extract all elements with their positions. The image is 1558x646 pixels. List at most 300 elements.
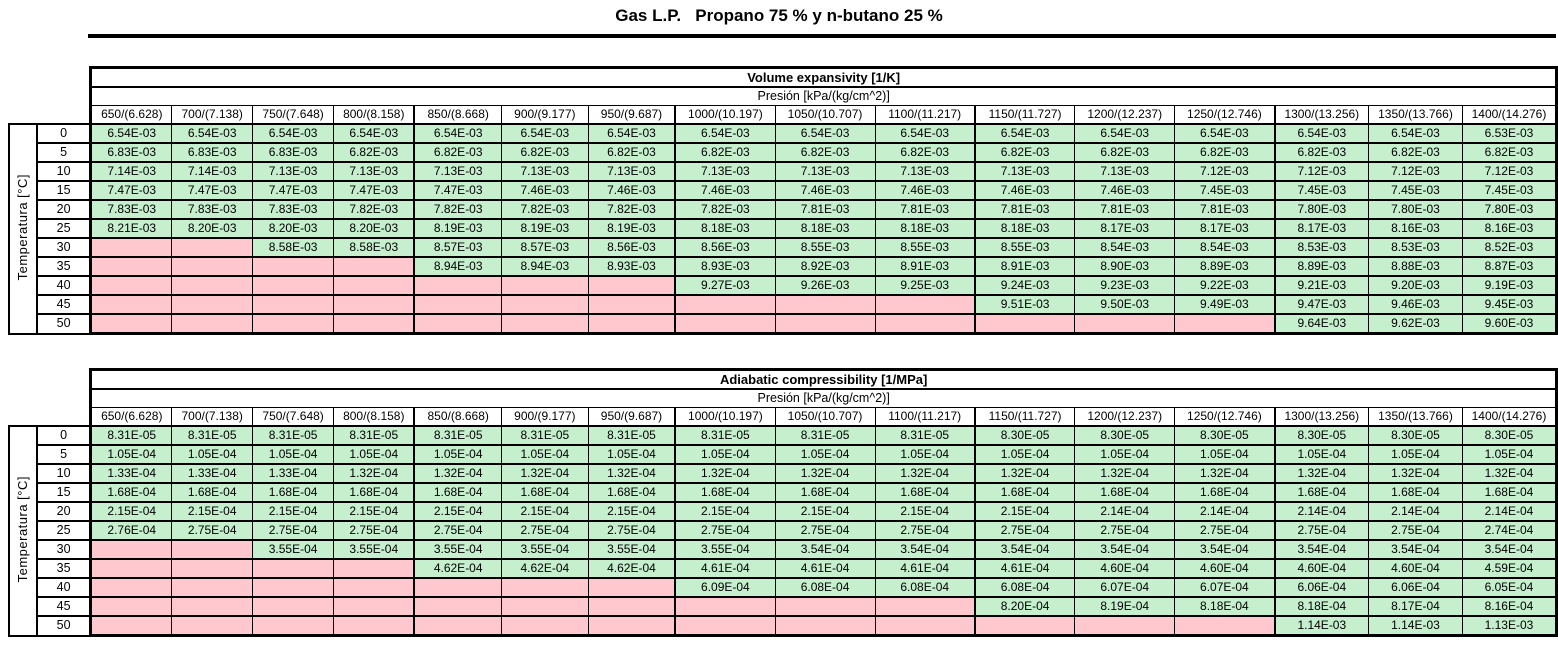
value-cell: 9.25E-03 bbox=[875, 276, 975, 295]
missing-value-cell bbox=[253, 276, 334, 295]
value-cell: 8.16E-03 bbox=[1369, 219, 1463, 238]
value-cell: 8.30E-05 bbox=[1175, 426, 1275, 445]
value-cell: 7.13E-03 bbox=[414, 162, 501, 181]
value-cell: 1.32E-04 bbox=[414, 464, 501, 483]
value-cell: 1.05E-04 bbox=[414, 445, 501, 464]
pressure-column-header: 1050/(10.707) bbox=[775, 408, 875, 427]
temperature-header-cell: 10 bbox=[37, 464, 91, 483]
missing-value-cell bbox=[334, 257, 415, 276]
table-row bbox=[9, 616, 1557, 636]
value-cell: 4.61E-04 bbox=[875, 559, 975, 578]
value-cell: 3.54E-04 bbox=[1175, 540, 1275, 559]
value-cell: 6.54E-03 bbox=[334, 124, 415, 143]
data-table bbox=[8, 66, 1558, 335]
missing-value-cell bbox=[501, 578, 588, 597]
missing-value-cell bbox=[334, 597, 415, 616]
value-cell: 8.19E-03 bbox=[414, 219, 501, 238]
missing-value-cell bbox=[91, 540, 172, 559]
volume-expansivity-table bbox=[8, 66, 1558, 335]
value-cell: 2.15E-04 bbox=[334, 502, 415, 521]
value-cell: 3.54E-04 bbox=[1369, 540, 1463, 559]
value-cell: 1.05E-04 bbox=[1462, 445, 1556, 464]
missing-value-cell bbox=[501, 597, 588, 616]
value-cell: 2.15E-04 bbox=[414, 502, 501, 521]
value-cell: 4.59E-04 bbox=[1462, 559, 1556, 578]
missing-value-cell bbox=[253, 578, 334, 597]
missing-value-cell bbox=[775, 597, 875, 616]
table-row bbox=[9, 521, 1557, 540]
missing-value-cell bbox=[675, 295, 775, 314]
value-cell: 6.54E-03 bbox=[414, 124, 501, 143]
temperature-header-cell: 15 bbox=[37, 181, 91, 200]
missing-value-cell bbox=[91, 257, 172, 276]
value-cell: 3.54E-04 bbox=[1075, 540, 1175, 559]
missing-value-cell bbox=[588, 578, 675, 597]
table-row bbox=[9, 578, 1557, 597]
value-cell: 6.09E-04 bbox=[675, 578, 775, 597]
missing-value-cell bbox=[1175, 314, 1275, 334]
value-cell: 8.56E-03 bbox=[588, 238, 675, 257]
value-cell: 7.13E-03 bbox=[675, 162, 775, 181]
value-cell: 6.54E-03 bbox=[91, 124, 172, 143]
value-cell: 2.14E-04 bbox=[1462, 502, 1556, 521]
value-cell: 8.18E-03 bbox=[875, 219, 975, 238]
value-cell: 8.18E-04 bbox=[1175, 597, 1275, 616]
pressure-axis-label: Presión [kPa/(kg/cm^2)] bbox=[91, 389, 1557, 408]
value-cell: 6.54E-03 bbox=[1369, 124, 1463, 143]
value-cell: 1.32E-04 bbox=[875, 464, 975, 483]
value-cell: 3.55E-04 bbox=[501, 540, 588, 559]
missing-value-cell bbox=[91, 559, 172, 578]
value-cell: 7.46E-03 bbox=[975, 181, 1075, 200]
value-cell: 1.68E-04 bbox=[1075, 483, 1175, 502]
missing-value-cell bbox=[775, 616, 875, 636]
value-cell: 8.93E-03 bbox=[675, 257, 775, 276]
value-cell: 4.60E-04 bbox=[1275, 559, 1369, 578]
missing-value-cell bbox=[172, 578, 253, 597]
missing-value-cell bbox=[253, 257, 334, 276]
value-cell: 8.94E-03 bbox=[501, 257, 588, 276]
value-cell: 3.55E-04 bbox=[588, 540, 675, 559]
value-cell: 9.21E-03 bbox=[1275, 276, 1369, 295]
value-cell: 2.75E-04 bbox=[1175, 521, 1275, 540]
temperature-header-cell: 50 bbox=[37, 616, 91, 636]
value-cell: 1.05E-04 bbox=[775, 445, 875, 464]
temperature-header-cell: 5 bbox=[37, 143, 91, 162]
value-cell: 2.74E-04 bbox=[1462, 521, 1556, 540]
temperature-axis-label bbox=[9, 124, 37, 334]
missing-value-cell bbox=[975, 314, 1075, 334]
value-cell: 6.54E-03 bbox=[588, 124, 675, 143]
value-cell: 8.58E-03 bbox=[334, 238, 415, 257]
value-cell: 6.82E-03 bbox=[1275, 143, 1369, 162]
value-cell: 8.52E-03 bbox=[1462, 238, 1556, 257]
value-cell: 4.62E-04 bbox=[588, 559, 675, 578]
temperature-axis-label-text: Temperatura [°C] bbox=[15, 475, 31, 582]
temperature-header-cell: 45 bbox=[37, 295, 91, 314]
value-cell: 7.83E-03 bbox=[91, 200, 172, 219]
value-cell: 2.75E-04 bbox=[253, 521, 334, 540]
value-cell: 1.68E-04 bbox=[501, 483, 588, 502]
value-cell: 6.08E-04 bbox=[975, 578, 1075, 597]
value-cell: 6.82E-03 bbox=[1462, 143, 1556, 162]
pressure-column-header: 1100/(11.217) bbox=[875, 106, 975, 125]
value-cell: 1.32E-04 bbox=[334, 464, 415, 483]
table-row bbox=[9, 219, 1557, 238]
value-cell: 4.61E-04 bbox=[675, 559, 775, 578]
pressure-column-header: 1000/(10.197) bbox=[675, 106, 775, 125]
missing-value-cell bbox=[1075, 616, 1175, 636]
value-cell: 1.68E-04 bbox=[775, 483, 875, 502]
value-cell: 2.75E-04 bbox=[875, 521, 975, 540]
value-cell: 8.16E-03 bbox=[1462, 219, 1556, 238]
pressure-column-header: 1300/(13.256) bbox=[1275, 408, 1369, 427]
temperature-header-cell: 45 bbox=[37, 597, 91, 616]
value-cell: 8.31E-05 bbox=[775, 426, 875, 445]
value-cell: 7.13E-03 bbox=[775, 162, 875, 181]
missing-value-cell bbox=[91, 597, 172, 616]
value-cell: 8.17E-03 bbox=[1175, 219, 1275, 238]
value-cell: 8.53E-03 bbox=[1275, 238, 1369, 257]
missing-value-cell bbox=[588, 597, 675, 616]
value-cell: 1.68E-04 bbox=[1175, 483, 1275, 502]
value-cell: 7.12E-03 bbox=[1369, 162, 1463, 181]
corner-spacer bbox=[9, 68, 91, 88]
value-cell: 7.13E-03 bbox=[501, 162, 588, 181]
value-cell: 1.32E-04 bbox=[1369, 464, 1463, 483]
value-cell: 1.05E-04 bbox=[334, 445, 415, 464]
missing-value-cell bbox=[414, 276, 501, 295]
table-row bbox=[9, 483, 1557, 502]
value-cell: 1.68E-04 bbox=[253, 483, 334, 502]
pressure-column-header: 1000/(10.197) bbox=[675, 408, 775, 427]
value-cell: 8.31E-05 bbox=[588, 426, 675, 445]
pressure-column-header: 1350/(13.766) bbox=[1369, 408, 1463, 427]
value-cell: 1.32E-04 bbox=[1175, 464, 1275, 483]
value-cell: 2.75E-04 bbox=[975, 521, 1075, 540]
table-row bbox=[9, 314, 1557, 334]
value-cell: 7.45E-03 bbox=[1369, 181, 1463, 200]
missing-value-cell bbox=[334, 616, 415, 636]
value-cell: 2.75E-04 bbox=[1369, 521, 1463, 540]
value-cell: 1.68E-04 bbox=[1275, 483, 1369, 502]
value-cell: 2.15E-04 bbox=[875, 502, 975, 521]
value-cell: 6.07E-04 bbox=[1075, 578, 1175, 597]
missing-value-cell bbox=[91, 578, 172, 597]
value-cell: 6.53E-03 bbox=[1462, 124, 1556, 143]
value-cell: 6.54E-03 bbox=[172, 124, 253, 143]
value-cell: 7.12E-03 bbox=[1462, 162, 1556, 181]
value-cell: 3.55E-04 bbox=[675, 540, 775, 559]
missing-value-cell bbox=[334, 578, 415, 597]
value-cell: 7.82E-03 bbox=[588, 200, 675, 219]
missing-value-cell bbox=[172, 597, 253, 616]
value-cell: 8.31E-05 bbox=[334, 426, 415, 445]
value-cell: 7.81E-03 bbox=[975, 200, 1075, 219]
corner-spacer bbox=[9, 408, 91, 427]
missing-value-cell bbox=[501, 295, 588, 314]
missing-value-cell bbox=[588, 295, 675, 314]
pressure-column-header: 750/(7.648) bbox=[253, 106, 334, 125]
value-cell: 7.81E-03 bbox=[775, 200, 875, 219]
value-cell: 7.13E-03 bbox=[253, 162, 334, 181]
value-cell: 7.47E-03 bbox=[253, 181, 334, 200]
value-cell: 7.82E-03 bbox=[675, 200, 775, 219]
value-cell: 4.60E-04 bbox=[1369, 559, 1463, 578]
missing-value-cell bbox=[414, 616, 501, 636]
value-cell: 6.54E-03 bbox=[1275, 124, 1369, 143]
value-cell: 2.15E-04 bbox=[588, 502, 675, 521]
value-cell: 6.54E-03 bbox=[975, 124, 1075, 143]
value-cell: 6.82E-03 bbox=[501, 143, 588, 162]
pressure-column-header: 650/(6.628) bbox=[91, 408, 172, 427]
value-cell: 4.61E-04 bbox=[975, 559, 1075, 578]
value-cell: 7.83E-03 bbox=[172, 200, 253, 219]
value-cell: 8.18E-03 bbox=[675, 219, 775, 238]
pressure-column-header: 1350/(13.766) bbox=[1369, 106, 1463, 125]
value-cell: 1.05E-04 bbox=[1369, 445, 1463, 464]
corner-spacer bbox=[9, 87, 91, 106]
value-cell: 9.47E-03 bbox=[1275, 295, 1369, 314]
missing-value-cell bbox=[334, 276, 415, 295]
value-cell: 7.46E-03 bbox=[775, 181, 875, 200]
value-cell: 7.47E-03 bbox=[414, 181, 501, 200]
value-cell: 6.83E-03 bbox=[253, 143, 334, 162]
table-row bbox=[9, 426, 1557, 445]
value-cell: 4.62E-04 bbox=[501, 559, 588, 578]
value-cell: 7.47E-03 bbox=[91, 181, 172, 200]
table-row bbox=[9, 597, 1557, 616]
temperature-axis-label-text: Temperatura [°C] bbox=[15, 173, 31, 280]
value-cell: 8.30E-05 bbox=[1369, 426, 1463, 445]
missing-value-cell bbox=[253, 314, 334, 334]
value-cell: 7.13E-03 bbox=[588, 162, 675, 181]
value-cell: 3.54E-04 bbox=[775, 540, 875, 559]
value-cell: 7.82E-03 bbox=[414, 200, 501, 219]
value-cell: 8.90E-03 bbox=[1075, 257, 1175, 276]
value-cell: 1.68E-04 bbox=[588, 483, 675, 502]
value-cell: 8.55E-03 bbox=[975, 238, 1075, 257]
pressure-column-header: 900/(9.177) bbox=[501, 106, 588, 125]
value-cell: 6.82E-03 bbox=[875, 143, 975, 162]
value-cell: 8.89E-03 bbox=[1275, 257, 1369, 276]
missing-value-cell bbox=[414, 314, 501, 334]
temperature-header-cell: 10 bbox=[37, 162, 91, 181]
missing-value-cell bbox=[875, 314, 975, 334]
value-cell: 8.55E-03 bbox=[775, 238, 875, 257]
value-cell: 1.14E-03 bbox=[1369, 616, 1463, 636]
table-title: Volume expansivity [1/K] bbox=[91, 68, 1557, 88]
value-cell: 8.19E-04 bbox=[1075, 597, 1175, 616]
table-row bbox=[9, 540, 1557, 559]
pressure-column-header: 800/(8.158) bbox=[334, 408, 415, 427]
value-cell: 9.49E-03 bbox=[1175, 295, 1275, 314]
value-cell: 8.88E-03 bbox=[1369, 257, 1463, 276]
value-cell: 8.31E-05 bbox=[253, 426, 334, 445]
value-cell: 2.15E-04 bbox=[253, 502, 334, 521]
value-cell: 1.05E-04 bbox=[91, 445, 172, 464]
value-cell: 7.81E-03 bbox=[1175, 200, 1275, 219]
temperature-header-cell: 25 bbox=[37, 219, 91, 238]
value-cell: 7.83E-03 bbox=[253, 200, 334, 219]
value-cell: 1.05E-04 bbox=[172, 445, 253, 464]
value-cell: 2.75E-04 bbox=[1275, 521, 1369, 540]
table-row bbox=[9, 276, 1557, 295]
missing-value-cell bbox=[172, 276, 253, 295]
pressure-column-header: 1400/(14.276) bbox=[1462, 106, 1556, 125]
value-cell: 1.05E-04 bbox=[588, 445, 675, 464]
value-cell: 7.46E-03 bbox=[875, 181, 975, 200]
value-cell: 1.68E-04 bbox=[172, 483, 253, 502]
table-row bbox=[9, 124, 1557, 143]
value-cell: 7.45E-03 bbox=[1275, 181, 1369, 200]
value-cell: 1.05E-04 bbox=[1175, 445, 1275, 464]
temperature-header-cell: 50 bbox=[37, 314, 91, 334]
value-cell: 6.07E-04 bbox=[1175, 578, 1275, 597]
temperature-header-cell: 35 bbox=[37, 257, 91, 276]
value-cell: 8.30E-05 bbox=[1075, 426, 1175, 445]
value-cell: 8.30E-05 bbox=[1462, 426, 1556, 445]
missing-value-cell bbox=[91, 238, 172, 257]
temperature-header-cell: 40 bbox=[37, 578, 91, 597]
value-cell: 8.55E-03 bbox=[875, 238, 975, 257]
pressure-column-header: 1200/(12.237) bbox=[1075, 408, 1175, 427]
missing-value-cell bbox=[91, 276, 172, 295]
value-cell: 8.18E-04 bbox=[1275, 597, 1369, 616]
value-cell: 8.17E-04 bbox=[1369, 597, 1463, 616]
value-cell: 3.54E-04 bbox=[975, 540, 1075, 559]
corner-spacer bbox=[9, 106, 91, 125]
pressure-column-header: 1250/(12.746) bbox=[1175, 408, 1275, 427]
value-cell: 1.32E-04 bbox=[975, 464, 1075, 483]
table-row bbox=[9, 502, 1557, 521]
missing-value-cell bbox=[172, 540, 253, 559]
value-cell: 1.68E-04 bbox=[1369, 483, 1463, 502]
pressure-column-header: 1100/(11.217) bbox=[875, 408, 975, 427]
value-cell: 1.33E-04 bbox=[172, 464, 253, 483]
value-cell: 6.54E-03 bbox=[875, 124, 975, 143]
value-cell: 7.80E-03 bbox=[1462, 200, 1556, 219]
temperature-header-cell: 5 bbox=[37, 445, 91, 464]
pressure-column-header: 1150/(11.727) bbox=[975, 408, 1075, 427]
missing-value-cell bbox=[875, 616, 975, 636]
missing-value-cell bbox=[675, 616, 775, 636]
temperature-header-cell: 15 bbox=[37, 483, 91, 502]
value-cell: 7.13E-03 bbox=[875, 162, 975, 181]
value-cell: 2.15E-04 bbox=[775, 502, 875, 521]
missing-value-cell bbox=[91, 314, 172, 334]
value-cell: 6.54E-03 bbox=[253, 124, 334, 143]
missing-value-cell bbox=[172, 616, 253, 636]
value-cell: 7.14E-03 bbox=[91, 162, 172, 181]
value-cell: 7.46E-03 bbox=[675, 181, 775, 200]
value-cell: 8.20E-03 bbox=[253, 219, 334, 238]
missing-value-cell bbox=[588, 276, 675, 295]
value-cell: 3.55E-04 bbox=[414, 540, 501, 559]
value-cell: 7.14E-03 bbox=[172, 162, 253, 181]
value-cell: 2.14E-04 bbox=[1075, 502, 1175, 521]
value-cell: 3.55E-04 bbox=[334, 540, 415, 559]
value-cell: 8.20E-03 bbox=[172, 219, 253, 238]
value-cell: 2.76E-04 bbox=[91, 521, 172, 540]
value-cell: 1.68E-04 bbox=[675, 483, 775, 502]
value-cell: 8.18E-03 bbox=[975, 219, 1075, 238]
value-cell: 8.17E-03 bbox=[1275, 219, 1369, 238]
value-cell: 1.05E-04 bbox=[875, 445, 975, 464]
value-cell: 2.75E-04 bbox=[1075, 521, 1175, 540]
missing-value-cell bbox=[172, 295, 253, 314]
value-cell: 3.54E-04 bbox=[1462, 540, 1556, 559]
table-row bbox=[9, 295, 1557, 314]
pressure-column-header: 700/(7.138) bbox=[172, 408, 253, 427]
value-cell: 8.31E-05 bbox=[675, 426, 775, 445]
value-cell: 6.54E-03 bbox=[1175, 124, 1275, 143]
missing-value-cell bbox=[253, 597, 334, 616]
value-cell: 9.22E-03 bbox=[1175, 276, 1275, 295]
value-cell: 1.33E-04 bbox=[253, 464, 334, 483]
title-underline bbox=[88, 34, 1556, 38]
value-cell: 8.92E-03 bbox=[775, 257, 875, 276]
missing-value-cell bbox=[1175, 616, 1275, 636]
value-cell: 8.17E-03 bbox=[1075, 219, 1175, 238]
value-cell: 1.05E-04 bbox=[975, 445, 1075, 464]
value-cell: 6.83E-03 bbox=[172, 143, 253, 162]
value-cell: 7.46E-03 bbox=[588, 181, 675, 200]
missing-value-cell bbox=[253, 616, 334, 636]
pressure-column-header: 1050/(10.707) bbox=[775, 106, 875, 125]
table-row bbox=[9, 200, 1557, 219]
value-cell: 2.75E-04 bbox=[172, 521, 253, 540]
pressure-column-header: 1250/(12.746) bbox=[1175, 106, 1275, 125]
value-cell: 6.82E-03 bbox=[975, 143, 1075, 162]
value-cell: 7.81E-03 bbox=[1075, 200, 1175, 219]
value-cell: 1.32E-04 bbox=[1075, 464, 1175, 483]
missing-value-cell bbox=[501, 616, 588, 636]
value-cell: 6.82E-03 bbox=[675, 143, 775, 162]
value-cell: 2.15E-04 bbox=[675, 502, 775, 521]
value-cell: 1.32E-04 bbox=[501, 464, 588, 483]
value-cell: 6.08E-04 bbox=[775, 578, 875, 597]
value-cell: 1.68E-04 bbox=[875, 483, 975, 502]
missing-value-cell bbox=[172, 559, 253, 578]
table-row bbox=[9, 464, 1557, 483]
value-cell: 6.54E-03 bbox=[501, 124, 588, 143]
temperature-header-cell: 25 bbox=[37, 521, 91, 540]
value-cell: 1.68E-04 bbox=[1462, 483, 1556, 502]
value-cell: 8.30E-05 bbox=[975, 426, 1075, 445]
adiabatic-compressibility-table bbox=[8, 368, 1558, 637]
value-cell: 6.06E-04 bbox=[1275, 578, 1369, 597]
value-cell: 8.31E-05 bbox=[875, 426, 975, 445]
value-cell: 2.14E-04 bbox=[1275, 502, 1369, 521]
value-cell: 1.33E-04 bbox=[91, 464, 172, 483]
value-cell: 2.75E-04 bbox=[675, 521, 775, 540]
value-cell: 9.24E-03 bbox=[975, 276, 1075, 295]
missing-value-cell bbox=[501, 276, 588, 295]
value-cell: 8.57E-03 bbox=[501, 238, 588, 257]
value-cell: 8.18E-03 bbox=[775, 219, 875, 238]
missing-value-cell bbox=[91, 295, 172, 314]
value-cell: 7.46E-03 bbox=[1075, 181, 1175, 200]
value-cell: 1.68E-04 bbox=[975, 483, 1075, 502]
value-cell: 9.45E-03 bbox=[1462, 295, 1556, 314]
value-cell: 7.45E-03 bbox=[1462, 181, 1556, 200]
temperature-header-cell: 35 bbox=[37, 559, 91, 578]
value-cell: 3.54E-04 bbox=[1275, 540, 1369, 559]
value-cell: 7.12E-03 bbox=[1175, 162, 1275, 181]
pressure-column-header: 700/(7.138) bbox=[172, 106, 253, 125]
value-cell: 9.26E-03 bbox=[775, 276, 875, 295]
